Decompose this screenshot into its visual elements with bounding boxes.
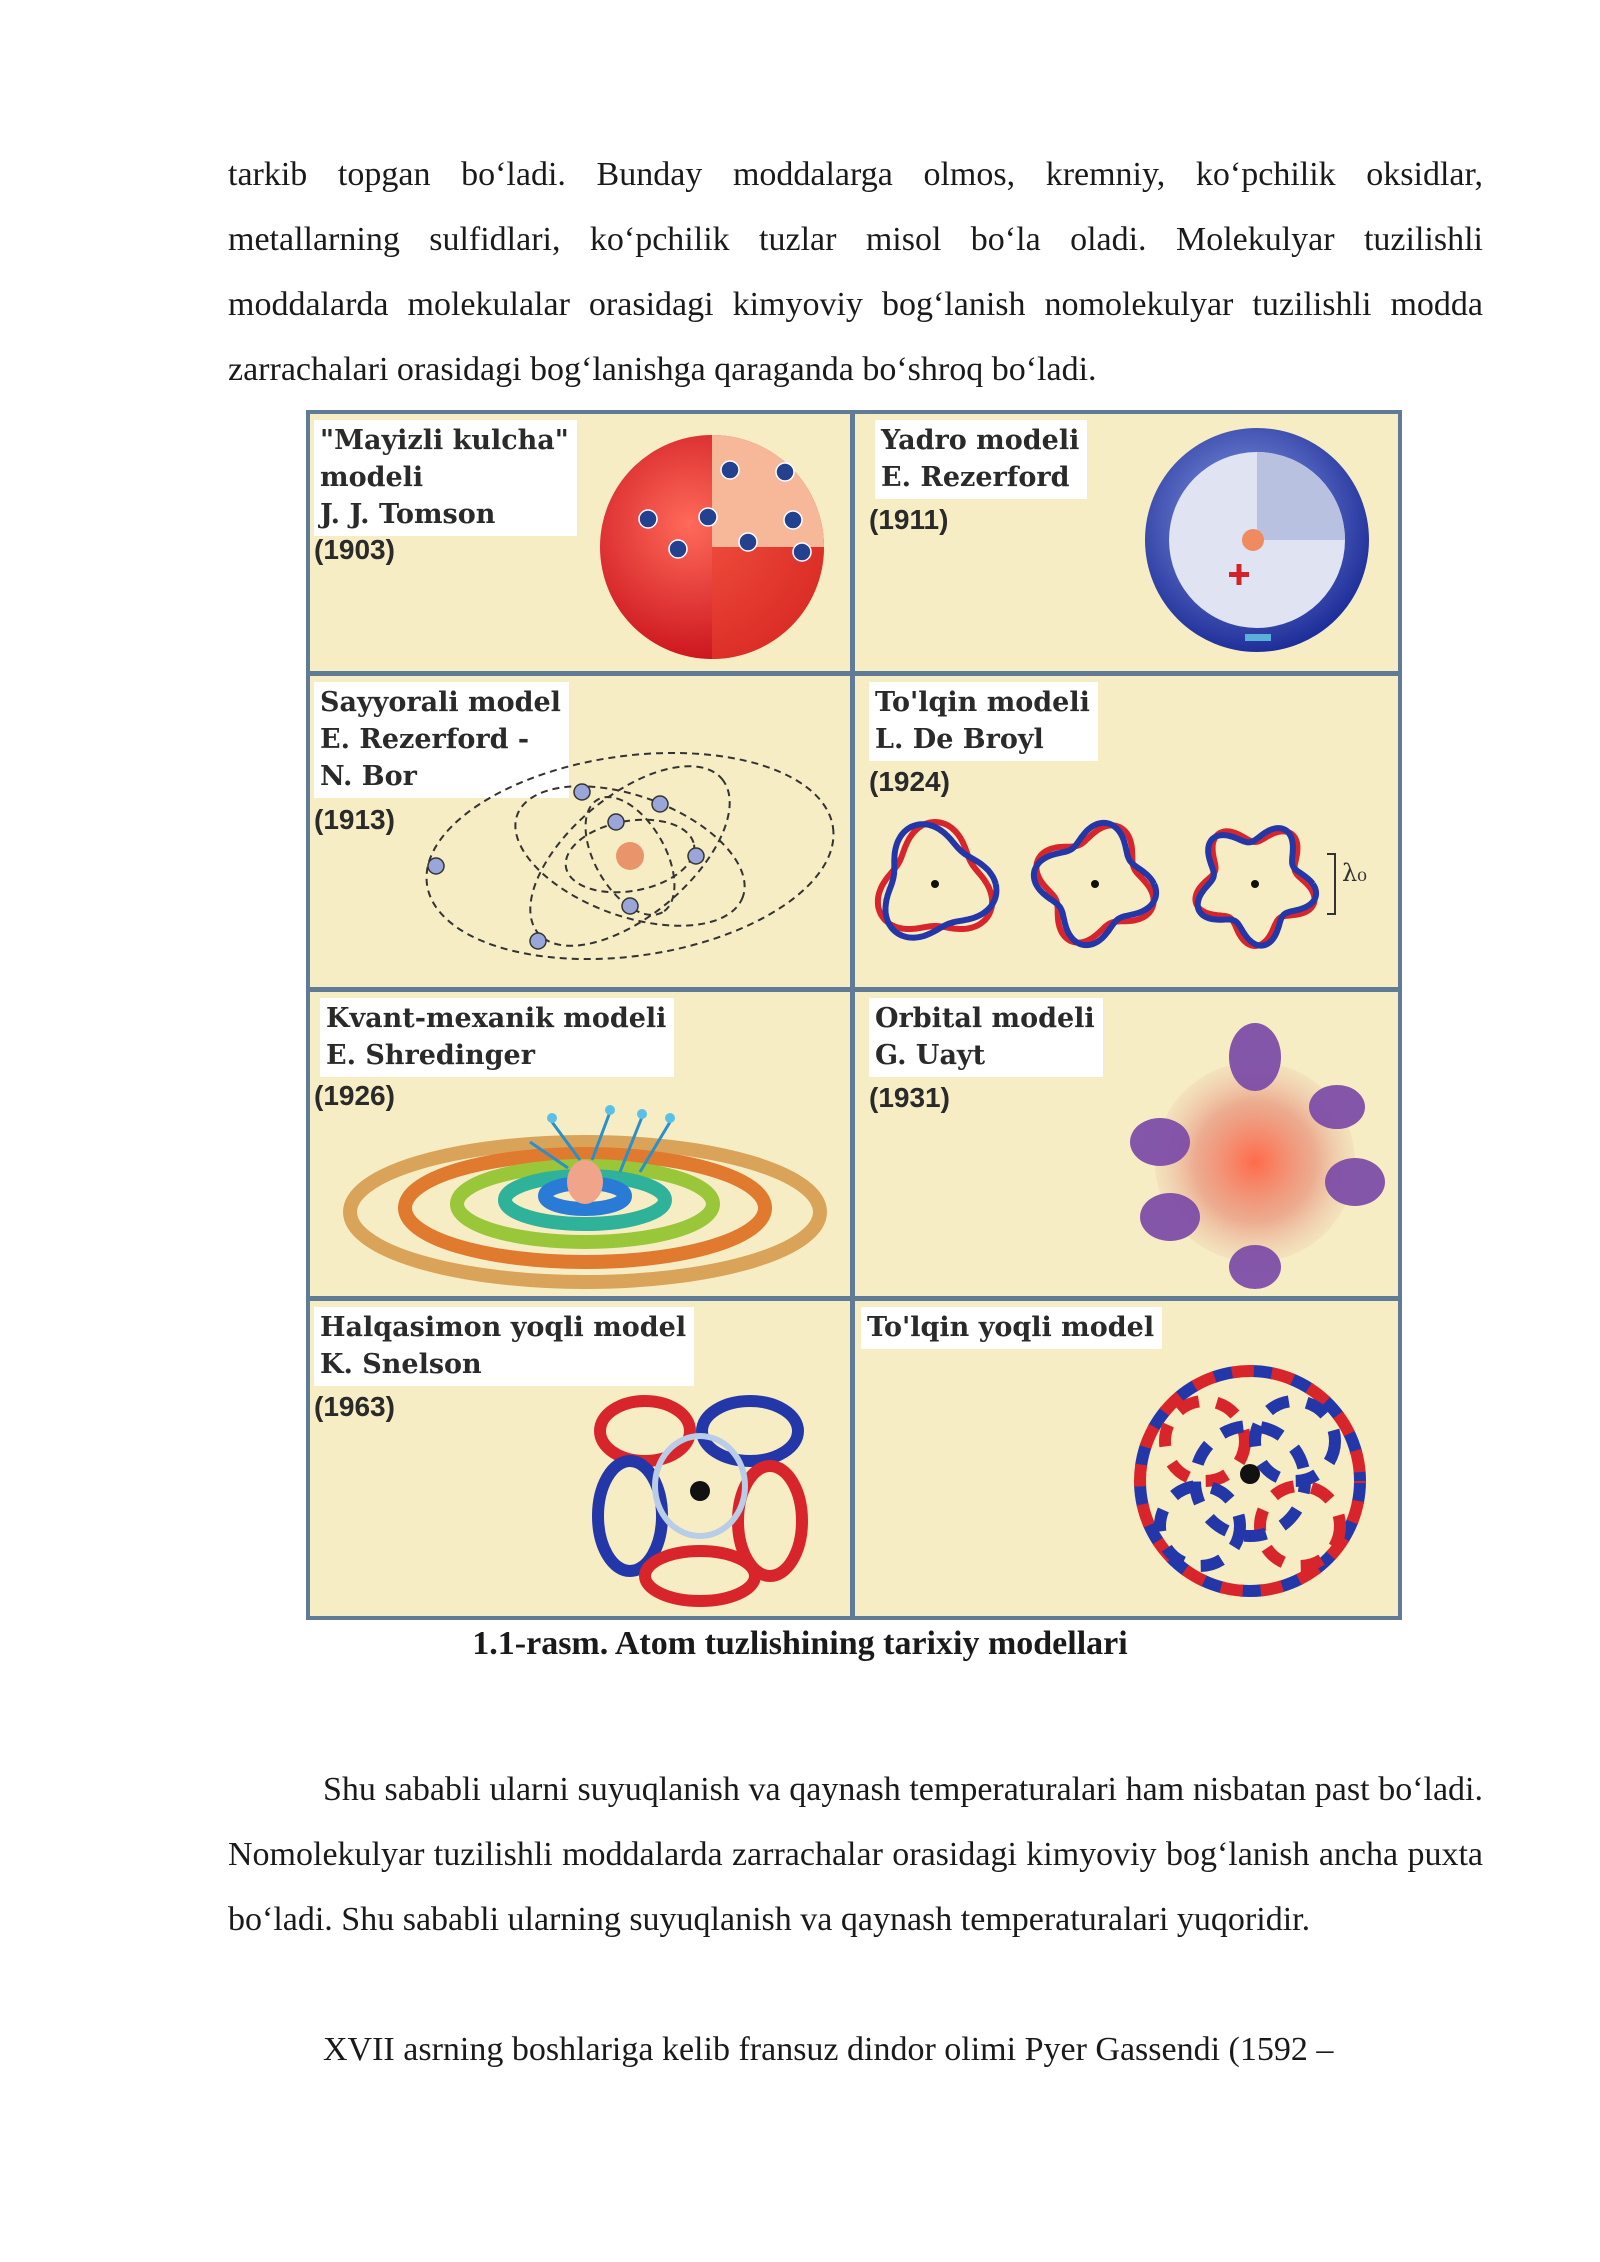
paragraph-1: tarkib topgan bo‘ladi. Bunday moddalarga olmos, kremniy, ko‘pchilik oksidlar, metallarning sulfidlari, ko‘pchilik tuzlar misol bo‘la oladi. Molekulyar tuzilishli moddalarda molekulalar orasidagi kimyoviy bog‘lanish nomolekulyar tuzilishli modda zarrachalari orasidagi bog‘lanishga qaraganda bo‘shroq bo‘ladi. (228, 156, 1483, 388)
model-year: (1911) (869, 504, 949, 535)
quantum-rings-icon (330, 1072, 840, 1292)
nucleus-sphere-icon (1125, 422, 1395, 662)
model-year: (1926) (314, 1080, 395, 1111)
orbital-lobes-icon (1115, 1012, 1395, 1292)
wavelength-symbol: λ₀ (1342, 859, 1367, 887)
model-cell-rezerford (855, 414, 1402, 671)
model-label: Orbital modeli G. Uayt (869, 998, 1103, 1077)
wave-center-dot (1251, 880, 1259, 888)
model-label: To'lqin modeli L. De Broyl (869, 682, 1098, 761)
model-label: Halqasimon yoqli model K. Snelson (314, 1307, 694, 1386)
model-year: (1963) (314, 1391, 395, 1422)
paragraph-2: Shu sababli ularni suyuqlanish va qaynash temperaturalari ham nisbatan past bo‘ladi. Nomolekulyar tuzilishli moddalarda zarrachalar orasidagi kimyoviy bog‘lanish ancha puxta bo‘ladi. Shu sababli ularning suyuqlanish va qaynash temperaturalari yuqoridir. (228, 1771, 1483, 1938)
model-year: (1913) (314, 804, 395, 835)
model-year: (1924) (869, 766, 950, 797)
ring-cage-icon (560, 1371, 840, 1611)
wave-ring-path (1195, 831, 1314, 946)
plum-pudding-sphere-icon (580, 422, 845, 662)
model-cell-snelson (310, 1301, 850, 1616)
model-cell-tomson (310, 414, 850, 671)
planetary-orbits-icon (360, 746, 840, 986)
model-cell-de-broyl (855, 676, 1402, 987)
wave-center-dot (931, 880, 939, 888)
model-label: Kvant-mexanik modeli E. Shredinger (320, 998, 674, 1077)
model-label: "Mayizli kulcha" modeli J. J. Tomson (314, 420, 577, 536)
model-cell-wave-cage (855, 1301, 1402, 1616)
atom-models-figure (306, 410, 1402, 1620)
wave-cage-icon (1105, 1346, 1395, 1606)
paragraph-3: XVII asrning boshlariga kelib fransuz dindor olimi Pyer Gassendi (1592 – (323, 2031, 1334, 2068)
figure-caption: 1.1-rasm. Atom tuzlishining tarixiy modellari (472, 1625, 1128, 1662)
wavelength-bracket (1327, 854, 1335, 914)
model-year: (1931) (869, 1082, 950, 1113)
model-label: To'lqin yoqli model (861, 1307, 1162, 1349)
model-cell-planetary (310, 676, 850, 987)
model-label: Yadro modeli E. Rezerford (875, 420, 1087, 499)
model-year: (1903) (314, 534, 395, 565)
model-label: Sayyorali model E. Rezerford - N. Bor (314, 682, 569, 798)
model-cell-shredinger (310, 992, 850, 1296)
model-cell-orbital (855, 992, 1402, 1296)
wave-center-dot (1091, 880, 1099, 888)
standing-waves-icon (865, 816, 1385, 966)
